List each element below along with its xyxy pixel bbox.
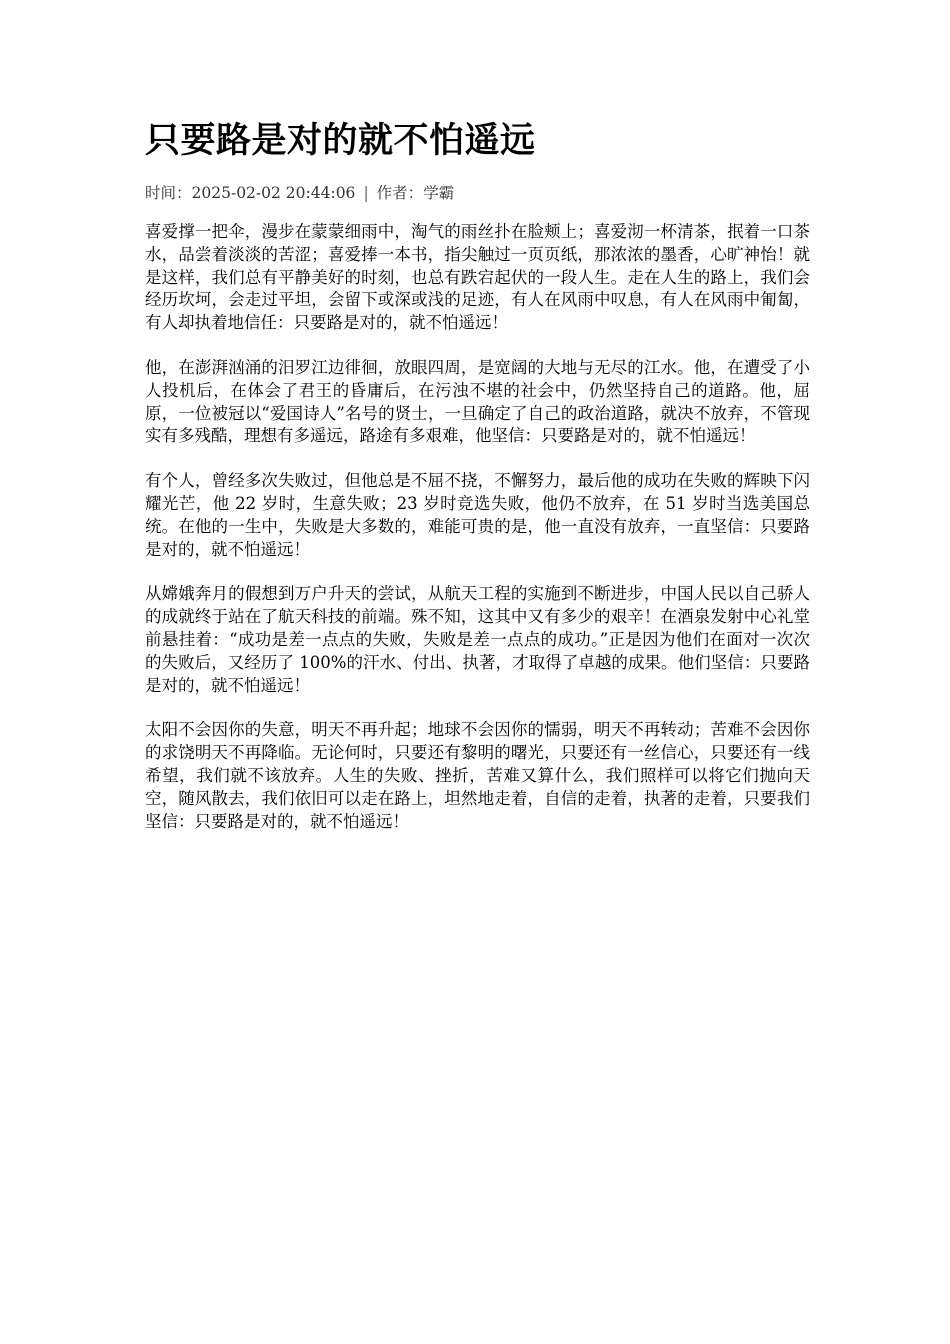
article-body xyxy=(145,221,810,833)
author-label: 作者： xyxy=(376,184,424,202)
author-name: 学霸 xyxy=(423,184,455,202)
article-meta xyxy=(145,182,810,204)
publish-time: 2025-02-02 20:44:06 xyxy=(191,184,356,202)
article-paragraph: 喜爱撑一把伞，漫步在蒙蒙细雨中，淘气的雨丝扑在脸颊上；喜爱沏一杯清茶，抿着一口茶水，品尝着淡淡的苦涩；喜爱捧一本书，指尖触过一页页纸，那浓浓的墨香，心旷神怡！就是这样，我们总有平静美好的时刻，也总有跌宕起伏的一段人生。走在人生的路上，我们会经历坎坷，会走过平坦，会留下或深或浅的足迹，有人在风雨中叹息，有人在风雨中匍匐，有人却执着地信任：只要路是对的，就不怕遥远！ xyxy=(145,222,810,333)
article xyxy=(145,118,810,855)
time-label: 时间： xyxy=(145,184,192,202)
article-paragraph: 从嫦娥奔月的假想到万户升天的尝试，从航天工程的实施到不断进步，中国人民以自己骄人的成就终于站在了航天科技的前端。殊不知，这其中又有多少的艰辛！在酒泉发射中心礼堂前悬挂着：“成功是差一点点的失败，失败是差一点点的成功。”正是因为他们在面对一次次的失败后，又经历了 100%的汗水、付出、执著，才取得了卓越的成果。他们坚信：只要路是对的，就不怕遥远！ xyxy=(145,584,810,695)
article-paragraph: 有个人，曾经多次失败过，但他总是不屈不挠，不懈努力，最后他的成功在失败的辉映下闪耀光芒，他 22 岁时，生意失败；23 岁时竞选失败，他仍不放弃，在 51 岁时当选美国总统。在他的一生中，失败是大多数的，难能可贵的是，他一直没有放弃，一直坚信：只要路是对的，就不怕遥远！ xyxy=(145,471,810,559)
article-paragraph: 太阳不会因你的失意，明天不再升起；地球不会因你的懦弱，明天不再转动；苦难不会因你的求饶明天不再降临。无论何时，只要还有黎明的曙光，只要还有一丝信心，只要还有一线希望，我们就不该放弃。人生的失败、挫折，苦难又算什么，我们照样可以将它们抛向天空，随风散去，我们依旧可以走在路上，坦然地走着，自信的走着，执著的走着，只要我们坚信：只要路是对的，就不怕遥远！ xyxy=(145,720,810,831)
article-paragraph: 他，在澎湃汹涌的汨罗江边徘徊，放眼四周，是宽阔的大地与无尽的江水。他，在遭受了小人投机后，在体会了君王的昏庸后，在污浊不堪的社会中，仍然坚持自己的道路。他，屈原，一位被冠以“爱国诗人”名号的贤士，一旦确定了自己的政治道路，就决不放弃，不管现实有多残酷，理想有多遥远，路途有多艰难，他坚信：只要路是对的，就不怕遥远！ xyxy=(145,357,810,446)
meta-separator: | xyxy=(363,184,369,202)
article-title: 只要路是对的就不怕遥远 xyxy=(145,120,536,161)
